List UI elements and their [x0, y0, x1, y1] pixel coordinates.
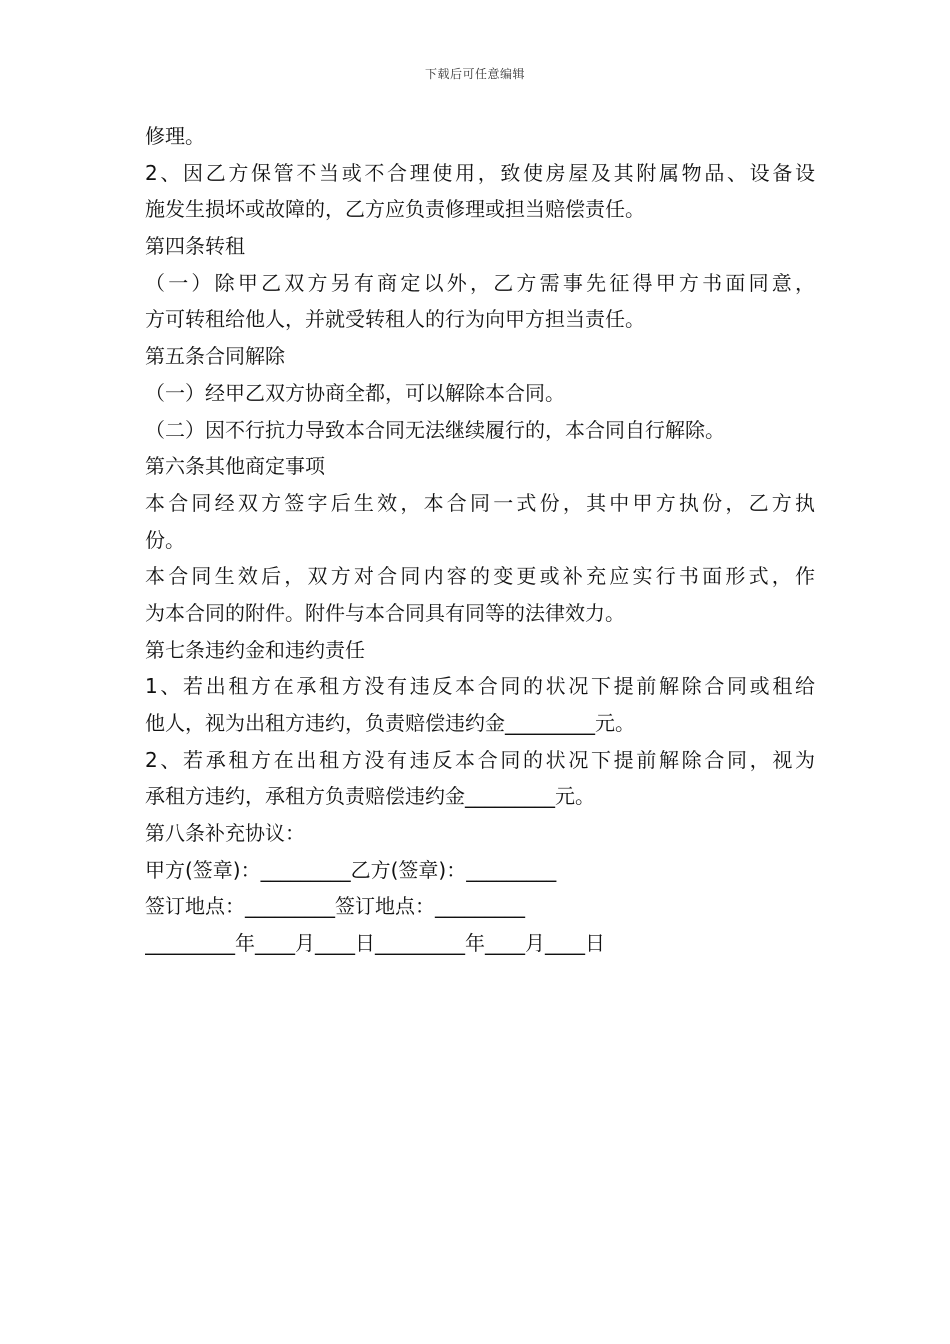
text-line: 他人，视为出租方违约，负责赔偿违约金_________元。 — [145, 711, 635, 735]
section-heading: 第五条合同解除 — [145, 344, 285, 369]
document-body — [145, 118, 815, 962]
text-line: （一）除甲乙双方另有商定以外，乙方需事先征得甲方书面同意， — [145, 270, 815, 295]
text-line: 份。 — [145, 527, 185, 552]
text-line: 修理。 — [145, 124, 205, 148]
text-line: 本合同经双方签字后生效，本合同一式份，其中甲方执份，乙方执 — [145, 490, 815, 515]
text-line: 2、因乙方保管不当或不合理使用，致使房屋及其附属物品、设备设 — [145, 160, 815, 185]
text-line: 为本合同的附件。附件与本合同具有同等的法律效力。 — [145, 600, 625, 625]
text-line: 2、若承租方在出租方没有违反本合同的状况下提前解除合同，视为 — [145, 747, 815, 772]
text-line: 承租方违约，承租方负责赔偿违约金_________元。 — [145, 784, 595, 809]
text-line: 施发生损坏或故障的，乙方应负责修理或担当赔偿责任。 — [145, 197, 645, 222]
signing-place-line: 签订地点：_________签订地点：_________ — [145, 894, 525, 919]
text-line: （一）经甲乙双方协商全都，可以解除本合同。 — [145, 380, 565, 405]
section-heading: 第六条其他商定事项 — [145, 454, 325, 479]
section-heading: 第四条转租 — [145, 234, 245, 259]
text-line: （二）因不行抗力导致本合同无法继续履行的，本合同自行解除。 — [145, 417, 725, 442]
text-line: 1、若出租方在承租方没有违反本合同的状况下提前解除合同或租给 — [145, 674, 815, 699]
section-heading: 第七条违约金和违约责任 — [145, 637, 365, 662]
signature-line: 甲方(签章)：_________乙方(签章)：_________ — [145, 857, 557, 882]
date-line: _________年____月____日_________年____月____日 — [145, 931, 605, 956]
section-heading: 第八条补充协议： — [145, 821, 305, 846]
page-header-note: 下载后可任意编辑 — [424, 67, 525, 81]
text-line: 方可转租给他人，并就受转租人的行为向甲方担当责任。 — [145, 307, 645, 332]
text-line: 本合同生效后，双方对合同内容的变更或补充应实行书面形式，作 — [145, 564, 815, 589]
